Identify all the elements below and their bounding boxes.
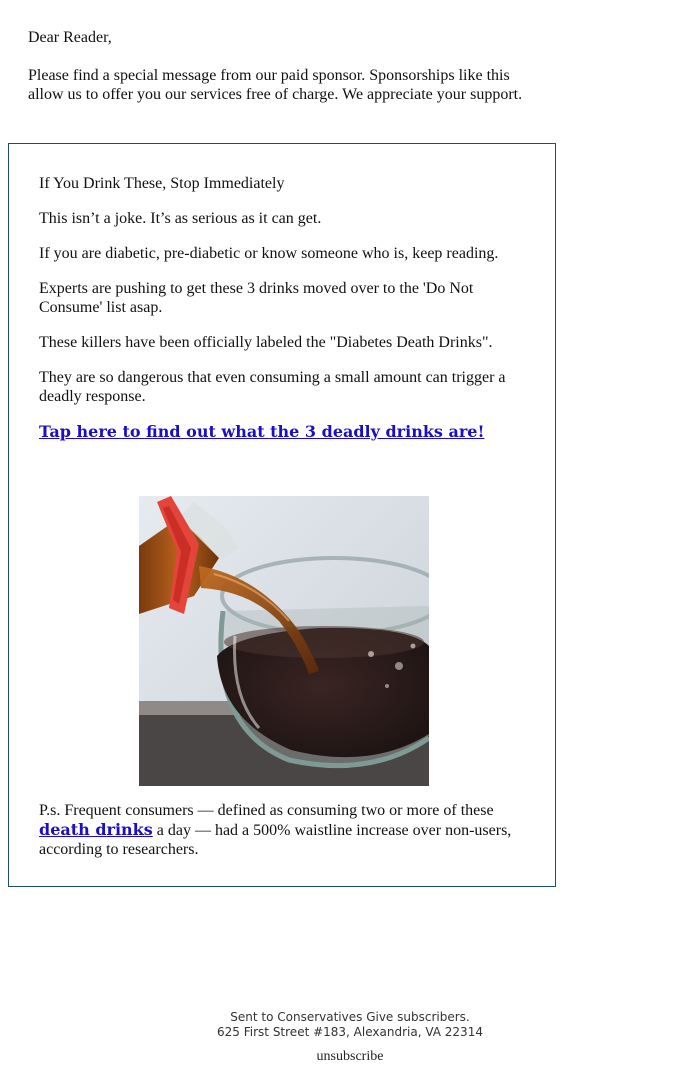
death-drinks-link[interactable]: death drinks [39, 820, 153, 839]
ps-text-end: a day — had a 500% waistline increase over non-users, according to researchers. [39, 822, 512, 858]
soda-pour-image[interactable] [139, 496, 429, 786]
greeting: Dear Reader, [28, 29, 112, 46]
ad-paragraph: Experts are pushing to get these 3 drinks moved over to the 'Do Not Consume' list asap. [39, 280, 474, 316]
ad-paragraph: These killers have been officially labeled the "Diabetes Death Drinks". [39, 334, 493, 351]
ad-paragraph: This isn’t a joke. It’s as serious as it can get. [39, 210, 322, 227]
ps-text: P.s. Frequent consumers — defined as consuming two or more of these [39, 802, 494, 819]
mailing-address: 625 First Street #183, Alexandria, VA 22314 [217, 1025, 483, 1039]
footer [0, 1010, 700, 1040]
intro-section [28, 28, 548, 123]
ad-paragraph: They are so dangerous that even consuming a small amount can trigger a deadly response. [39, 369, 506, 405]
ad-paragraph: If you are diabetic, pre-diabetic or know someone who is, keep reading. [39, 245, 499, 262]
unsubscribe-link[interactable]: unsubscribe [316, 1049, 384, 1064]
sponsor-message-box [8, 143, 556, 887]
cta-link[interactable]: Tap here to find out what the 3 deadly drinks are! [39, 422, 485, 441]
postscript [39, 801, 529, 859]
sponsor-notice: Please find a special message from our paid sponsor. Sponsorships like this allow us to offer you our services free of charge. We appreciate your support. [28, 67, 523, 103]
sponsor-content [39, 174, 529, 458]
sent-to-notice: Sent to Conservatives Give subscribers. [230, 1010, 470, 1024]
ad-headline: If You Drink These, Stop Immediately [39, 175, 285, 192]
